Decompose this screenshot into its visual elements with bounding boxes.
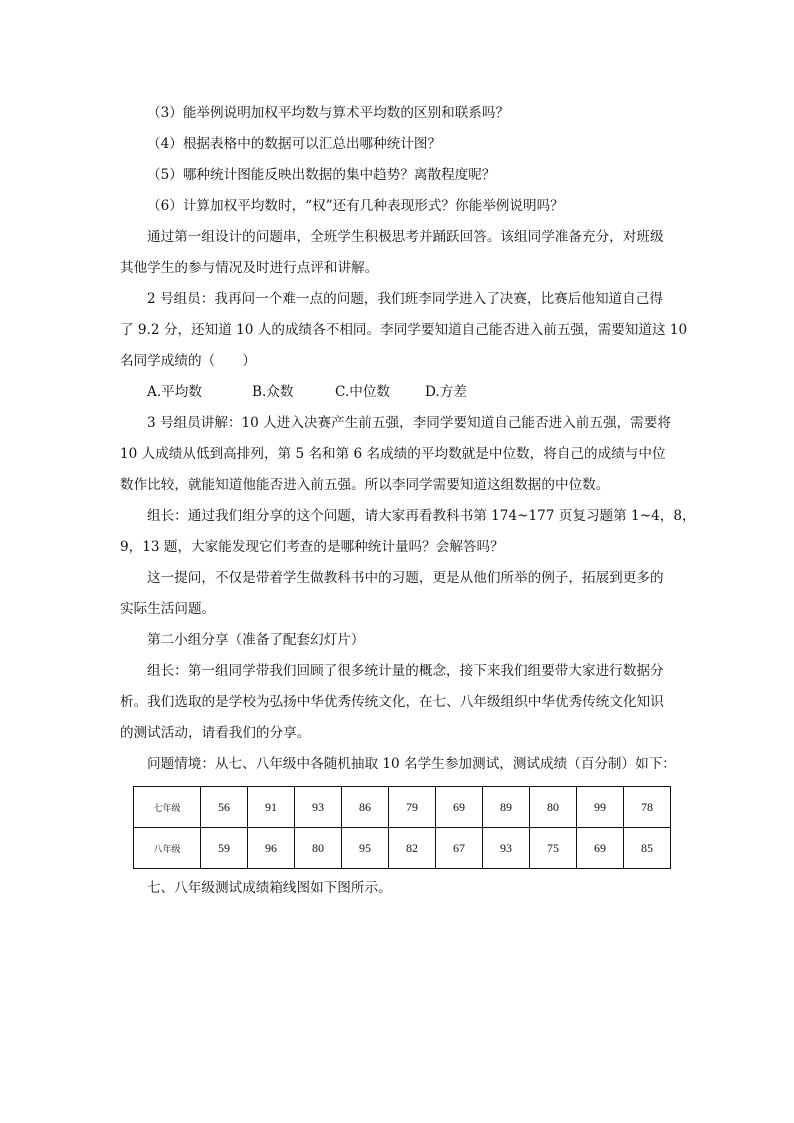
score-cell: 67	[436, 828, 483, 869]
score-cell: 75	[530, 828, 577, 869]
score-cell: 59	[201, 828, 248, 869]
paragraph	[120, 625, 680, 656]
paragraph	[120, 563, 680, 625]
option-b: B.众数	[252, 384, 294, 400]
row-header: 八年级	[134, 828, 201, 869]
paragraph	[120, 129, 680, 160]
text-line: （3）能举例说明加权平均数与算术平均数的区别和联系吗？	[147, 105, 510, 121]
text-line: 9，13 题，大家能发现它们考查的是哪种统计量吗？会解答吗？	[120, 539, 504, 555]
text-line: 这一提问，不仅是带着学生做教科书中的习题，更是从他们所举的例子，拓展到更多的	[147, 570, 664, 586]
score-cell: 89	[483, 787, 530, 828]
score-cell: 80	[295, 828, 342, 869]
score-cell: 85	[624, 828, 671, 869]
paragraph-group-top	[120, 98, 688, 377]
score-cell: 91	[248, 787, 295, 828]
text-line: 2 号组员：我再问一个难一点的问题，我们班李同学进入了决赛，比赛后他知道自己得	[147, 291, 663, 307]
paragraph	[120, 160, 680, 191]
paragraph	[120, 501, 696, 563]
score-cell: 99	[577, 787, 624, 828]
option-d: D.方差	[425, 384, 467, 400]
paragraph-group-bottom	[120, 408, 696, 780]
text-line: 的测试活动，请看我们的分享。	[120, 725, 311, 741]
closing-line: 七、八年级测试成绩箱线图如下图所示。	[147, 880, 392, 896]
option-c: C.中位数	[335, 384, 391, 400]
text-line: 通过第一组设计的问题串，全班学生积极思考并踊跃回答。该组同学准备充分，对班级	[147, 229, 664, 245]
text-line: 了 9.2 分，还知道 10 人的成绩各不相同。李同学要知道自己能否进入前五强，需要知道这 10	[120, 322, 688, 338]
score-cell: 93	[295, 787, 342, 828]
answer-options	[120, 377, 680, 408]
score-cell: 80	[530, 787, 577, 828]
text-line: 10 人成绩从低到高排列，第 5 名和第 6 名成绩的平均数就是中位数，将自己的成绩与中位	[120, 446, 666, 462]
score-cell: 78	[624, 787, 671, 828]
document-body	[120, 98, 696, 904]
score-cell: 69	[577, 828, 624, 869]
score-cell: 82	[389, 828, 436, 869]
table-row	[134, 828, 671, 869]
option-a: A.平均数	[147, 384, 202, 400]
paragraph	[120, 98, 680, 129]
paragraph	[120, 408, 680, 501]
paragraph	[120, 191, 680, 222]
score-cell: 86	[342, 787, 389, 828]
score-table	[133, 786, 671, 869]
text-line: 第二小组分享（准备了配套幻灯片）	[147, 632, 365, 648]
score-cell: 96	[248, 828, 295, 869]
text-line: 组长：通过我们组分享的这个问题，请大家再看教科书第 174~177 页复习题第 1~4，8，	[147, 508, 696, 524]
text-line: 问题情境：从七、八年级中各随机抽取 10 名学生参加测试，测试成绩（百分制）如下：	[147, 756, 676, 772]
score-cell: 69	[436, 787, 483, 828]
score-cell: 95	[342, 828, 389, 869]
text-line: 数作比较，就能知道他能否进入前五强。所以李同学需要知道这组数据的中位数。	[120, 477, 610, 493]
text-line: 析。我们选取的是学校为弘扬中华优秀传统文化，在七、八年级组织中华优秀传统文化知识	[120, 694, 664, 710]
score-cell: 79	[389, 787, 436, 828]
table-row	[134, 787, 671, 828]
text-line: （6）计算加权平均数时，“权”还有几种表现形式？你能举例说明吗？	[147, 198, 564, 214]
text-line: （5）哪种统计图能反映出数据的集中趋势？离散程度呢？	[147, 167, 496, 183]
score-cell: 56	[201, 787, 248, 828]
text-line: 其他学生的参与情况及时进行点评和讲解。	[120, 260, 379, 276]
text-line: 3 号组员讲解：10 人进入决赛产生前五强，李同学要知道自己能否进入前五强，需要将	[147, 415, 671, 431]
paragraph	[120, 656, 680, 749]
paragraph	[120, 222, 680, 284]
score-cell: 93	[483, 828, 530, 869]
row-header: 七年级	[134, 787, 201, 828]
paragraph	[120, 284, 688, 377]
text-line: （4）根据表格中的数据可以汇总出哪种统计图？	[147, 136, 442, 152]
text-line: 实际生活问题。	[120, 601, 216, 617]
paragraph	[120, 749, 680, 780]
text-line: 组长：第一组同学带我们回顾了很多统计量的概念，接下来我们组要带大家进行数据分	[147, 663, 664, 679]
text-line: 名同学成绩的（ ）	[120, 353, 256, 369]
